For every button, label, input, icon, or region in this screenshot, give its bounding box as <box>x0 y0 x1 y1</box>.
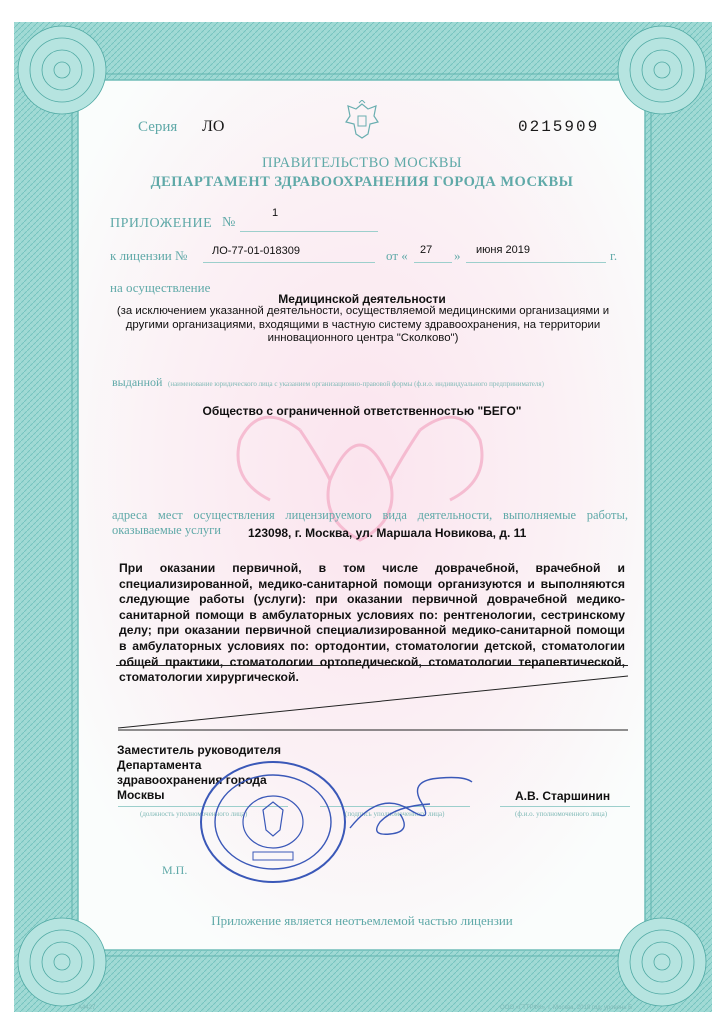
issued-hint: (наименование юридического лица с указанием организационно-правовой формы (ф.и.о. индивидуального предпринимателя) <box>168 380 544 388</box>
official-stamp <box>198 760 348 885</box>
footer-note: Приложение является неотъемлемой частью лицензии <box>211 913 513 928</box>
issued-label: выданной <box>112 375 163 389</box>
signatory-position-1: Заместитель руководителя <box>117 743 281 757</box>
hint-name: (ф.и.о. уполномоченного лица) <box>515 810 608 818</box>
address-label: адреса мест осуществления лицензируемого вида деятельности, выполняемые работы, оказываемые услуги <box>112 508 628 537</box>
signatory-position-3: здравоохранения города <box>117 773 267 787</box>
signatory-name: А.В. Старшинин <box>515 789 611 803</box>
address-value: 123098, г. Москва, ул. Маршала Новикова, д. 11 <box>248 526 527 540</box>
signatory-position-4: Москвы <box>117 788 165 802</box>
activity-label: на осуществление <box>110 280 211 295</box>
sig-line-name <box>500 806 630 807</box>
year-suffix: г. <box>610 248 618 263</box>
series-value: ЛО <box>202 118 225 135</box>
date-month-year: июня 2019 <box>476 244 530 256</box>
department-title: ДЕПАРТАМЕНТ ЗДРАВООХРАНЕНИЯ ГОРОДА МОСКВЫ <box>150 174 574 190</box>
license-number: ЛО-77-01-018309 <box>212 245 300 257</box>
date-close: » <box>454 248 461 263</box>
activity-description: (за исключением указанной деятельности, осуществляемой медицинскими организациями и другими организациями, входящими в частную систему здравоохранения, на территории инновационного центра "Сколково") <box>116 305 610 345</box>
government-title: ПРАВИТЕЛЬСТВО МОСКВЫ <box>261 155 463 171</box>
stamp-place-label: М.П. <box>162 863 188 877</box>
hint-position: (должность уполномоченного лица) <box>140 810 248 818</box>
services-text: При оказании первичной, в том числе доврачебной, врачебной и специализированной, медико-санитарной помощи организуются и выполняются следующие работы (услуги): при оказании первичной доврачебной медико-санитарной помощи в амбулаторных условиях по: рентгенологии, сестринскому делу; при оказании первичной специализированной медико-санитарной помощи в амбулаторных условиях по: ортодонтии, стоматологии детской, стоматологии общей практики, стоматологии ортопедической, стоматологии терапевтической, стоматологии хирургической. <box>119 561 625 685</box>
appendix-label: ПРИЛОЖЕНИЕ <box>110 216 213 231</box>
footer-printer: ООО «ГТТРФК», г. Москва, 2018 год, уровень Б <box>500 1005 633 1011</box>
blank-number: 0215909 <box>518 118 600 136</box>
activity-title: Медицинской деятельности <box>278 292 446 306</box>
footer-code: А4427 <box>78 1005 96 1011</box>
organization-name: Общество с ограниченной ответственностью "БЕГО" <box>202 404 522 418</box>
date-day: 27 <box>420 244 433 256</box>
signatory-position-2: Департамента <box>117 758 202 772</box>
series-label: Серия <box>138 119 178 135</box>
appendix-number: 1 <box>272 207 279 219</box>
hint-signature: (подпись уполномоченного лица) <box>345 810 445 818</box>
license-label: к лицензии № <box>110 248 188 263</box>
date-from: от « <box>386 248 408 263</box>
handwritten-signature <box>340 770 480 840</box>
appendix-number-sign: № <box>222 215 236 230</box>
